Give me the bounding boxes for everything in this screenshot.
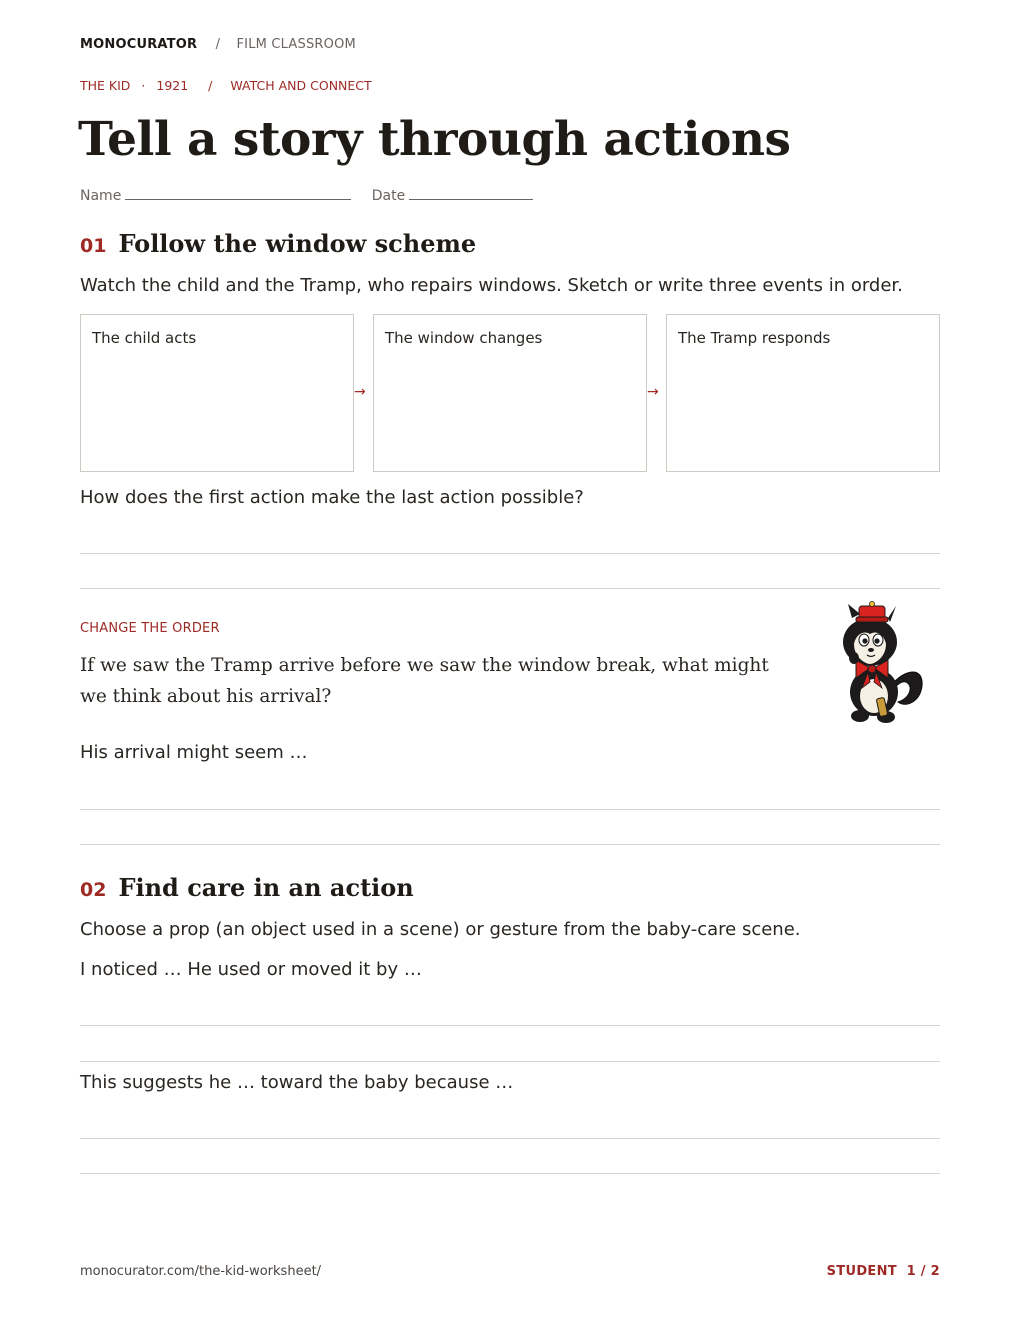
section-1-instruction: Watch the child and the Tramp, who repairs windows. Sketch or write three events in order. bbox=[80, 275, 903, 296]
breadcrumb bbox=[80, 37, 356, 52]
breadcrumb-separator: / bbox=[215, 37, 221, 52]
unit-label: WATCH AND CONNECT bbox=[230, 78, 372, 93]
sequence-box-3-label: The Tramp responds bbox=[678, 329, 831, 347]
section-2-prompt-2: This suggests he … toward the baby because … bbox=[80, 1072, 514, 1093]
sequence-box-3[interactable] bbox=[666, 314, 940, 472]
film-year: 1921 bbox=[156, 78, 189, 93]
change-order-prompt: His arrival might seem … bbox=[80, 742, 308, 763]
section-2-prompt-1: I noticed … He used or moved it by … bbox=[80, 959, 422, 980]
name-label: Name bbox=[80, 188, 122, 204]
subcrumb-dot: · bbox=[141, 78, 146, 93]
arrow-right-icon: → bbox=[354, 384, 366, 400]
answer-line[interactable] bbox=[80, 588, 940, 589]
brand-name[interactable]: MONOCURATOR bbox=[80, 37, 198, 52]
breadcrumb-section[interactable]: FILM CLASSROOM bbox=[236, 37, 356, 52]
audience-label: STUDENT bbox=[826, 1264, 897, 1279]
change-order-question: If we saw the Tramp arrive before we saw the window break, what might we think about his arrival? bbox=[80, 655, 769, 707]
page-title: Tell a story through actions bbox=[78, 112, 791, 167]
answer-line[interactable] bbox=[80, 1061, 940, 1062]
skunk-mascot-illustration bbox=[826, 598, 930, 728]
answer-line[interactable] bbox=[80, 1173, 940, 1174]
section-2-heading bbox=[80, 873, 414, 902]
section-2-title: Find care in an action bbox=[118, 873, 414, 902]
change-order-label: CHANGE THE ORDER bbox=[80, 621, 220, 636]
subcrumb bbox=[80, 78, 372, 93]
footer-url[interactable]: monocurator.com/the-kid-worksheet/ bbox=[80, 1264, 322, 1279]
answer-line[interactable] bbox=[80, 844, 940, 845]
subcrumb-separator: / bbox=[208, 78, 213, 93]
sequence-box-2[interactable] bbox=[373, 314, 647, 472]
section-1-number: 01 bbox=[80, 235, 107, 257]
section-2-instruction: Choose a prop (an object used in a scene) or gesture from the baby-care scene. bbox=[80, 919, 801, 940]
sequence-box-2-label: The window changes bbox=[385, 329, 543, 347]
arrow-right-icon: → bbox=[647, 384, 659, 400]
date-label: Date bbox=[371, 188, 406, 204]
page-indicator bbox=[827, 1264, 940, 1279]
film-title: THE KID bbox=[80, 78, 131, 93]
name-date-row bbox=[80, 188, 533, 204]
section-1-question: How does the first action make the last action possible? bbox=[80, 487, 584, 508]
section-1-title: Follow the window scheme bbox=[118, 229, 477, 258]
sequence-box-1[interactable] bbox=[80, 314, 354, 472]
section-1-heading bbox=[80, 229, 476, 258]
answer-line[interactable] bbox=[80, 1138, 940, 1139]
sequence-box-1-label: The child acts bbox=[92, 329, 197, 347]
answer-line[interactable] bbox=[80, 1025, 940, 1026]
page-number: 1 / 2 bbox=[906, 1264, 940, 1279]
answer-line[interactable] bbox=[80, 809, 940, 810]
name-field[interactable] bbox=[125, 188, 351, 200]
section-2-number: 02 bbox=[80, 879, 107, 901]
date-field[interactable] bbox=[409, 188, 533, 200]
answer-line[interactable] bbox=[80, 553, 940, 554]
